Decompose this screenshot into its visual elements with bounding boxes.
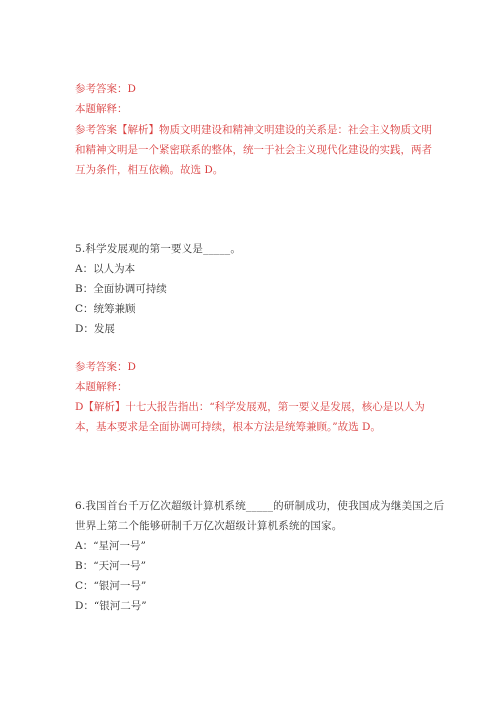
q5-explain-heading: 本题解释：	[75, 381, 128, 393]
q6-stem-line-2: 世界上第二个能够研制千万亿次超级计算机系统的国家。	[75, 520, 343, 532]
q5-option-d: D：发展	[75, 323, 115, 335]
q5-explain-line-2: 本，基本要求是全面协调可持续，根本方法是统筹兼顾。”故选 D。	[75, 421, 381, 433]
q4-answer: 参考答案：D	[75, 83, 136, 95]
q5-answer: 参考答案：D	[75, 361, 136, 373]
q4-explain-heading: 本题解释：	[75, 103, 128, 115]
q6-option-b: B：“天河一号”	[75, 560, 146, 572]
q5-option-a: A：以人为本	[75, 263, 136, 275]
q4-explain-line-3: 互为条件，相互依赖。故选 D。	[75, 164, 224, 176]
q4-explain-line-2: 和精神文明是一个紧密联系的整体，统一于社会主义现代化建设的实践，两者	[75, 144, 432, 156]
q5-option-c: C：统筹兼顾	[75, 303, 136, 315]
q6-option-c: C：“银河一号”	[75, 580, 147, 592]
q6-option-d: D：“银河二号”	[75, 600, 147, 612]
q5-option-b: B：全面协调可持续	[75, 283, 167, 295]
q5-explain-line-1: D【解析】十七大报告指出：“科学发展观，第一要义是发展，核心是以人为	[75, 401, 425, 413]
q5-stem: 5.科学发展观的第一要义是_____。	[75, 243, 242, 255]
q4-explain-line-1: 参考答案【解析】物质文明建设和精神文明建设的关系是：社会主义物质文明	[75, 124, 432, 136]
q6-option-a: A：“星河一号”	[75, 540, 146, 552]
q6-stem-line-1: 6.我国首台千万亿次超级计算机系统_____的研制成功，使我国成为继美国之后	[75, 500, 445, 512]
